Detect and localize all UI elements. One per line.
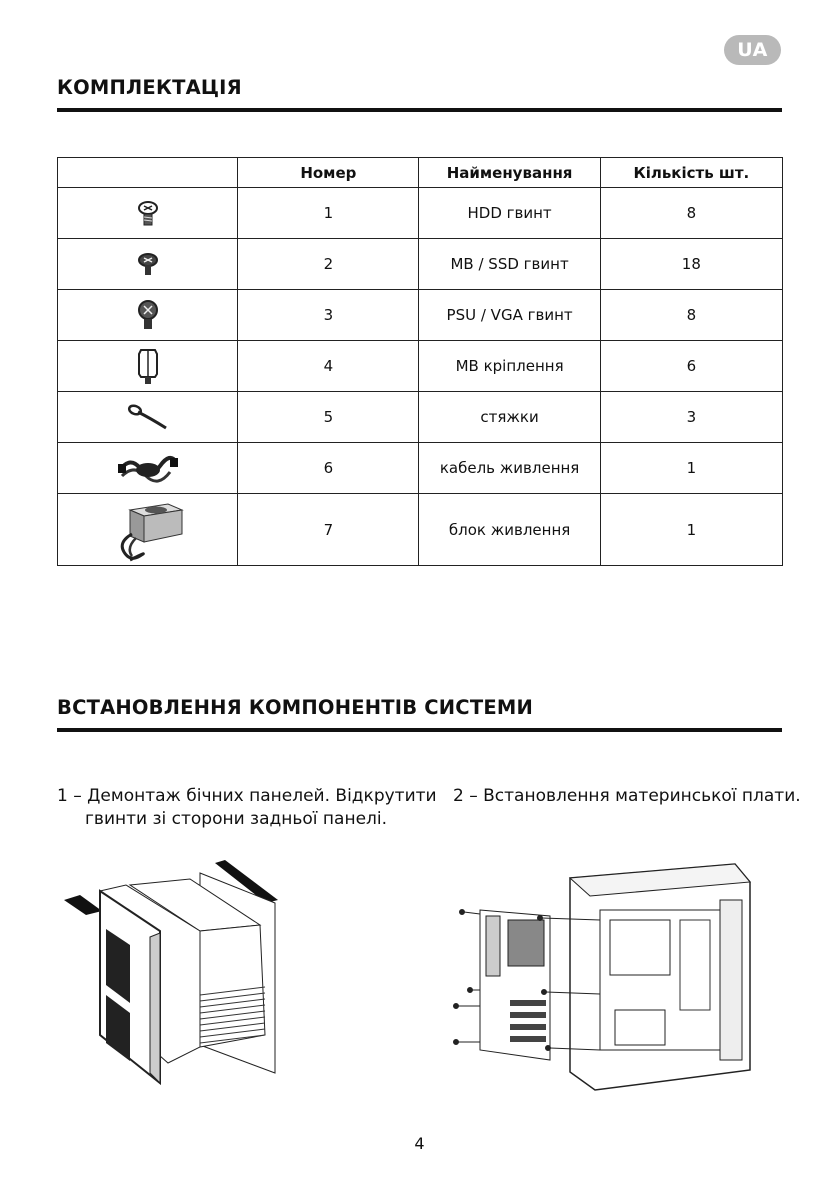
- psu-vga-screw-icon: [58, 290, 238, 341]
- section-title-installation: ВСТАНОВЛЕННЯ КОМПОНЕНТІВ СИСТЕМИ: [57, 696, 533, 719]
- item-quantity: 6: [600, 341, 782, 392]
- item-name: кабель живлення: [419, 443, 600, 494]
- step-1-line-2: гвинти зі сторони задньої панелі.: [85, 809, 388, 829]
- side-panel-removal-illustration: [60, 855, 290, 1090]
- item-number: 4: [238, 341, 419, 392]
- table-row: [58, 239, 783, 290]
- table-row: [58, 290, 783, 341]
- item-name: MB кріплення: [419, 341, 600, 392]
- language-badge: UA: [724, 35, 781, 65]
- power-cable-icon: [58, 443, 238, 494]
- section-title-kit: КОМПЛЕКТАЦІЯ: [57, 76, 242, 99]
- mb-standoff-icon: [58, 341, 238, 392]
- item-name: MB / SSD гвинт: [419, 239, 600, 290]
- item-number: 2: [238, 239, 419, 290]
- item-quantity: 18: [600, 239, 782, 290]
- item-quantity: 8: [600, 290, 782, 341]
- item-number: 6: [238, 443, 419, 494]
- section-divider: [57, 108, 782, 112]
- mb-ssd-screw-icon: [58, 239, 238, 290]
- section-divider: [57, 728, 782, 732]
- header-quantity: Кількість шт.: [600, 158, 782, 188]
- item-number: 3: [238, 290, 419, 341]
- table-row: [58, 188, 783, 239]
- header-image: [58, 158, 238, 188]
- page-number: 4: [414, 1134, 425, 1153]
- cable-tie-icon: [58, 392, 238, 443]
- motherboard-installation-illustration: [450, 860, 760, 1095]
- table-row: [58, 392, 783, 443]
- item-number: 7: [238, 494, 419, 566]
- item-name: PSU / VGA гвинт: [419, 290, 600, 341]
- table-row: [58, 443, 783, 494]
- item-number: 5: [238, 392, 419, 443]
- header-name: Найменування: [419, 158, 600, 188]
- table-header-row: [58, 158, 783, 188]
- step-2-text: 2 – Встановлення материнської плати.: [453, 786, 801, 806]
- power-supply-icon: [58, 494, 238, 566]
- item-quantity: 1: [600, 494, 782, 566]
- header-number: Номер: [238, 158, 419, 188]
- item-name: стяжки: [419, 392, 600, 443]
- item-quantity: 8: [600, 188, 782, 239]
- kit-table: [57, 157, 783, 566]
- item-name: блок живлення: [419, 494, 600, 566]
- table-row: [58, 341, 783, 392]
- hdd-screw-icon: [58, 188, 238, 239]
- step-1-line-1: 1 – Демонтаж бічних панелей. Відкрутити: [57, 786, 437, 806]
- item-name: HDD гвинт: [419, 188, 600, 239]
- table-row: [58, 494, 783, 566]
- step-1-text: [57, 785, 437, 831]
- item-number: 1: [238, 188, 419, 239]
- item-quantity: 3: [600, 392, 782, 443]
- item-quantity: 1: [600, 443, 782, 494]
